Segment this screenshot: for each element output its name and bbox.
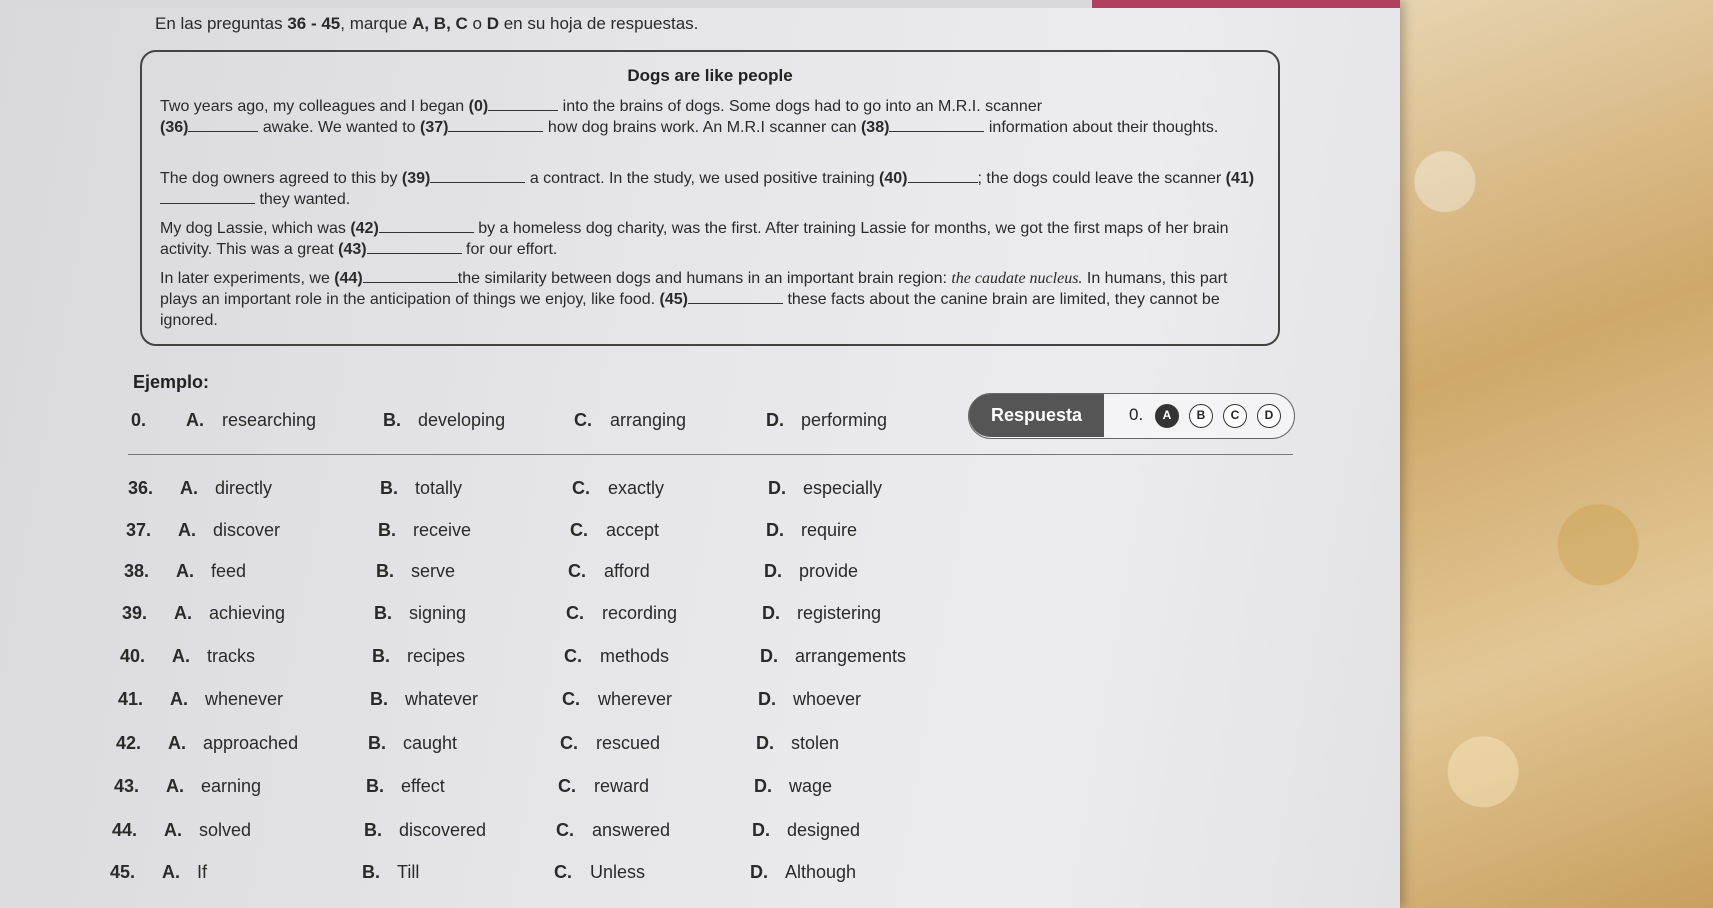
question-row	[0, 820, 1400, 850]
passage-title: Dogs are like people	[627, 66, 793, 85]
p4-text-4: these facts about the canine brain are limited, they cannot be ignored.	[160, 291, 1220, 329]
option-a[interactable]: discover	[213, 520, 281, 540]
blank-number-41: (41)	[1225, 170, 1255, 187]
example-option-b: developing	[418, 410, 506, 430]
option-a[interactable]: feed	[211, 561, 247, 581]
caudate-nucleus-term: the caudate nucleus.	[951, 270, 1083, 287]
option-a-letter: A.	[162, 862, 180, 882]
p2-text-4: they wanted.	[255, 191, 351, 208]
option-a-letter: A.	[178, 520, 196, 540]
question-number: 38.	[124, 561, 150, 581]
option-d[interactable]: designed	[787, 820, 861, 840]
option-b[interactable]: totally	[415, 478, 463, 498]
option-d-letter: D.	[754, 776, 772, 796]
instruction-middle: , marque	[340, 14, 413, 33]
question-number: 42.	[116, 733, 142, 753]
option-b[interactable]: receive	[413, 520, 472, 540]
option-c[interactable]: reward	[594, 776, 650, 796]
option-d[interactable]: arrangements	[795, 646, 907, 666]
p3-text-3: for our effort.	[461, 241, 558, 258]
option-c-letter: C.	[572, 478, 590, 498]
question-row	[0, 776, 1400, 806]
option-d-letter: D.	[756, 733, 774, 753]
option-a[interactable]: whenever	[205, 689, 284, 709]
p4-text-2: the similarity between dogs and humans in an important brain region:	[457, 270, 952, 287]
p4-text-3: In humans, this part plays an important role in the anticipation of things we enjoy, like food.	[160, 270, 1228, 308]
option-c-letter: C.	[570, 520, 588, 540]
option-b[interactable]: caught	[403, 733, 458, 753]
blank-number-40: (40)	[879, 170, 908, 187]
option-b-letter: B.	[378, 520, 396, 540]
p2-text-3: ; the dogs could leave the scanner	[977, 170, 1226, 187]
option-c-letter: C.	[558, 776, 576, 796]
option-b[interactable]: recipes	[407, 646, 466, 666]
option-a[interactable]: earning	[201, 776, 262, 796]
question-row	[0, 689, 1400, 719]
option-b-letter: B.	[376, 561, 394, 581]
top-strip	[0, 0, 1400, 8]
question-number: 44.	[112, 820, 138, 840]
option-a-letter: A.	[170, 689, 188, 709]
option-b-letter: B.	[368, 733, 386, 753]
answer-bubble-c[interactable]: C	[1223, 404, 1247, 428]
p1-text-4: how dog brains work. An M.R.I scanner can	[543, 119, 861, 136]
question-row	[0, 603, 1400, 633]
answer-bubble-b[interactable]: B	[1189, 404, 1213, 428]
p1-text-5: information about their thoughts.	[984, 119, 1219, 136]
question-number: 43.	[114, 776, 140, 796]
blank-number-43: (43)	[338, 241, 367, 258]
instruction-prefix: En las preguntas	[155, 14, 288, 33]
option-b[interactable]: whatever	[405, 689, 479, 709]
blank-0	[488, 96, 558, 111]
question-row	[0, 478, 1400, 508]
option-c[interactable]: recording	[602, 603, 678, 623]
option-d-letter: D.	[764, 561, 782, 581]
instruction-or: o	[467, 14, 487, 33]
option-b-letter: B.	[364, 820, 382, 840]
option-c[interactable]: Unless	[590, 862, 646, 882]
blank-number-39: (39)	[401, 170, 431, 187]
blank-number-36: (36)	[160, 119, 189, 136]
option-d-letter: D.	[752, 820, 770, 840]
blank-number-37: (37)	[420, 119, 449, 136]
blank-44	[363, 268, 458, 283]
example-option-b-letter: B.	[383, 410, 401, 430]
option-b[interactable]: signing	[409, 603, 467, 623]
answer-bubble-a[interactable]: A	[1155, 404, 1179, 428]
blank-number-42: (42)	[350, 220, 379, 237]
instruction-last-letter: D	[486, 14, 499, 33]
question-number: 39.	[122, 603, 148, 623]
option-a[interactable]: solved	[199, 820, 252, 840]
paragraph-3	[160, 218, 1265, 260]
option-b-letter: B.	[380, 478, 398, 498]
option-a-letter: A.	[166, 776, 184, 796]
option-d[interactable]: especially	[803, 478, 883, 498]
question-number: 45.	[110, 862, 136, 882]
p2-text-1: The dog owners agreed to this by	[160, 170, 402, 187]
option-d[interactable]: Although	[785, 862, 857, 882]
option-a[interactable]: approached	[203, 733, 299, 753]
example-option-c: arranging	[610, 410, 687, 430]
blank-40	[908, 168, 978, 183]
option-d[interactable]: provide	[799, 561, 859, 581]
option-c-letter: C.	[566, 603, 584, 623]
question-number: 41.	[118, 689, 144, 709]
option-a[interactable]: directly	[215, 478, 273, 498]
blank-43	[367, 239, 462, 254]
blank-36	[188, 117, 258, 132]
blank-45	[688, 289, 783, 304]
p3-text-2: by a homeless dog charity, was the first. After training Lassie for months, we got the first maps of her brain activity. This was a great	[160, 220, 1229, 258]
option-c-letter: C.	[568, 561, 586, 581]
option-d-letter: D.	[762, 603, 780, 623]
option-b[interactable]: Till	[397, 862, 420, 882]
p4-text-1: In later experiments, we	[160, 270, 335, 287]
example-option-a-letter: A.	[186, 410, 204, 430]
option-a-letter: A.	[172, 646, 190, 666]
option-d-letter: D.	[768, 478, 786, 498]
p1-text-2: into the brains of dogs. Some dogs had to go into an M.R.I. scanner	[558, 98, 1043, 115]
option-c-letter: C.	[560, 733, 578, 753]
option-d[interactable]: registering	[797, 603, 882, 623]
question-row	[0, 862, 1400, 892]
option-c[interactable]: exactly	[608, 478, 665, 498]
option-b-letter: B.	[362, 862, 380, 882]
blank-42	[379, 218, 474, 233]
example-option-a: researching	[222, 410, 317, 430]
option-d[interactable]: wage	[789, 776, 833, 796]
example-option-d: performing	[801, 410, 888, 430]
question-number: 40.	[120, 646, 146, 666]
blank-number-0: (0)	[468, 98, 489, 115]
blank-number-44: (44)	[334, 270, 363, 287]
option-d-letter: D.	[766, 520, 784, 540]
option-a-letter: A.	[174, 603, 192, 623]
option-b-letter: B.	[374, 603, 392, 623]
passage-box	[140, 50, 1280, 346]
option-c-letter: C.	[564, 646, 582, 666]
option-a-letter: A.	[176, 561, 194, 581]
instruction-suffix: en su hoja de respuestas.	[498, 14, 699, 33]
blank-39	[430, 168, 525, 183]
option-c[interactable]: rescued	[596, 733, 661, 753]
p1-text-3: awake. We wanted to	[258, 119, 421, 136]
p3-text-1: My dog Lassie, which was	[160, 220, 351, 237]
option-d[interactable]: stolen	[791, 733, 840, 753]
option-d-letter: D.	[760, 646, 778, 666]
option-b-letter: B.	[370, 689, 388, 709]
option-b[interactable]: effect	[401, 776, 445, 796]
answer-bubble-d[interactable]: D	[1257, 404, 1281, 428]
option-b[interactable]: serve	[411, 561, 456, 581]
option-b-letter: B.	[372, 646, 390, 666]
paragraph-4	[160, 268, 1265, 331]
example-option-c-letter: C.	[574, 410, 592, 430]
paragraph-1	[160, 96, 1265, 138]
option-b-letter: B.	[366, 776, 384, 796]
option-c-letter: C.	[554, 862, 572, 882]
question-number: 36.	[128, 478, 154, 498]
option-d-letter: D.	[758, 689, 776, 709]
option-a-letter: A.	[164, 820, 182, 840]
option-d-letter: D.	[750, 862, 768, 882]
example-number: 0.	[131, 410, 147, 430]
question-row	[0, 646, 1400, 676]
instruction-letters: A, B, C	[412, 14, 468, 33]
question-row	[0, 733, 1400, 763]
paragraph-2	[160, 168, 1265, 210]
option-b[interactable]: discovered	[399, 820, 487, 840]
option-c[interactable]: afford	[604, 561, 650, 581]
p2-text-2: a contract. In the study, we used positive training	[525, 170, 880, 187]
example-option-d-letter: D.	[766, 410, 784, 430]
blank-number-38: (38)	[860, 119, 890, 136]
option-a-letter: A.	[168, 733, 186, 753]
option-c-letter: C.	[556, 820, 574, 840]
question-row	[0, 520, 1400, 550]
blank-38	[889, 117, 984, 132]
option-d[interactable]: whoever	[793, 689, 862, 709]
answer-label: Respuesta	[969, 394, 1104, 437]
option-c[interactable]: wherever	[598, 689, 673, 709]
blank-number-45: (45)	[659, 291, 688, 308]
instruction-text	[155, 14, 698, 34]
blank-41	[160, 189, 255, 204]
option-c[interactable]: accept	[606, 520, 660, 540]
divider-line	[128, 454, 1293, 455]
option-a[interactable]: achieving	[209, 603, 286, 623]
blank-37	[448, 117, 543, 132]
instruction-range: 36 - 45	[287, 14, 341, 33]
answer-number: 0.	[1129, 405, 1144, 424]
option-a-letter: A.	[180, 478, 198, 498]
example-heading: Ejemplo:	[133, 372, 210, 392]
option-c[interactable]: methods	[600, 646, 670, 666]
p1-text-1: Two years ago, my colleagues and I began	[160, 98, 469, 115]
option-c[interactable]: answered	[592, 820, 671, 840]
question-row	[0, 561, 1400, 591]
question-number: 37.	[126, 520, 152, 540]
option-a[interactable]: tracks	[207, 646, 256, 666]
answer-box	[968, 393, 1295, 439]
option-c-letter: C.	[562, 689, 580, 709]
option-d[interactable]: require	[801, 520, 858, 540]
option-a[interactable]: If	[197, 862, 208, 882]
